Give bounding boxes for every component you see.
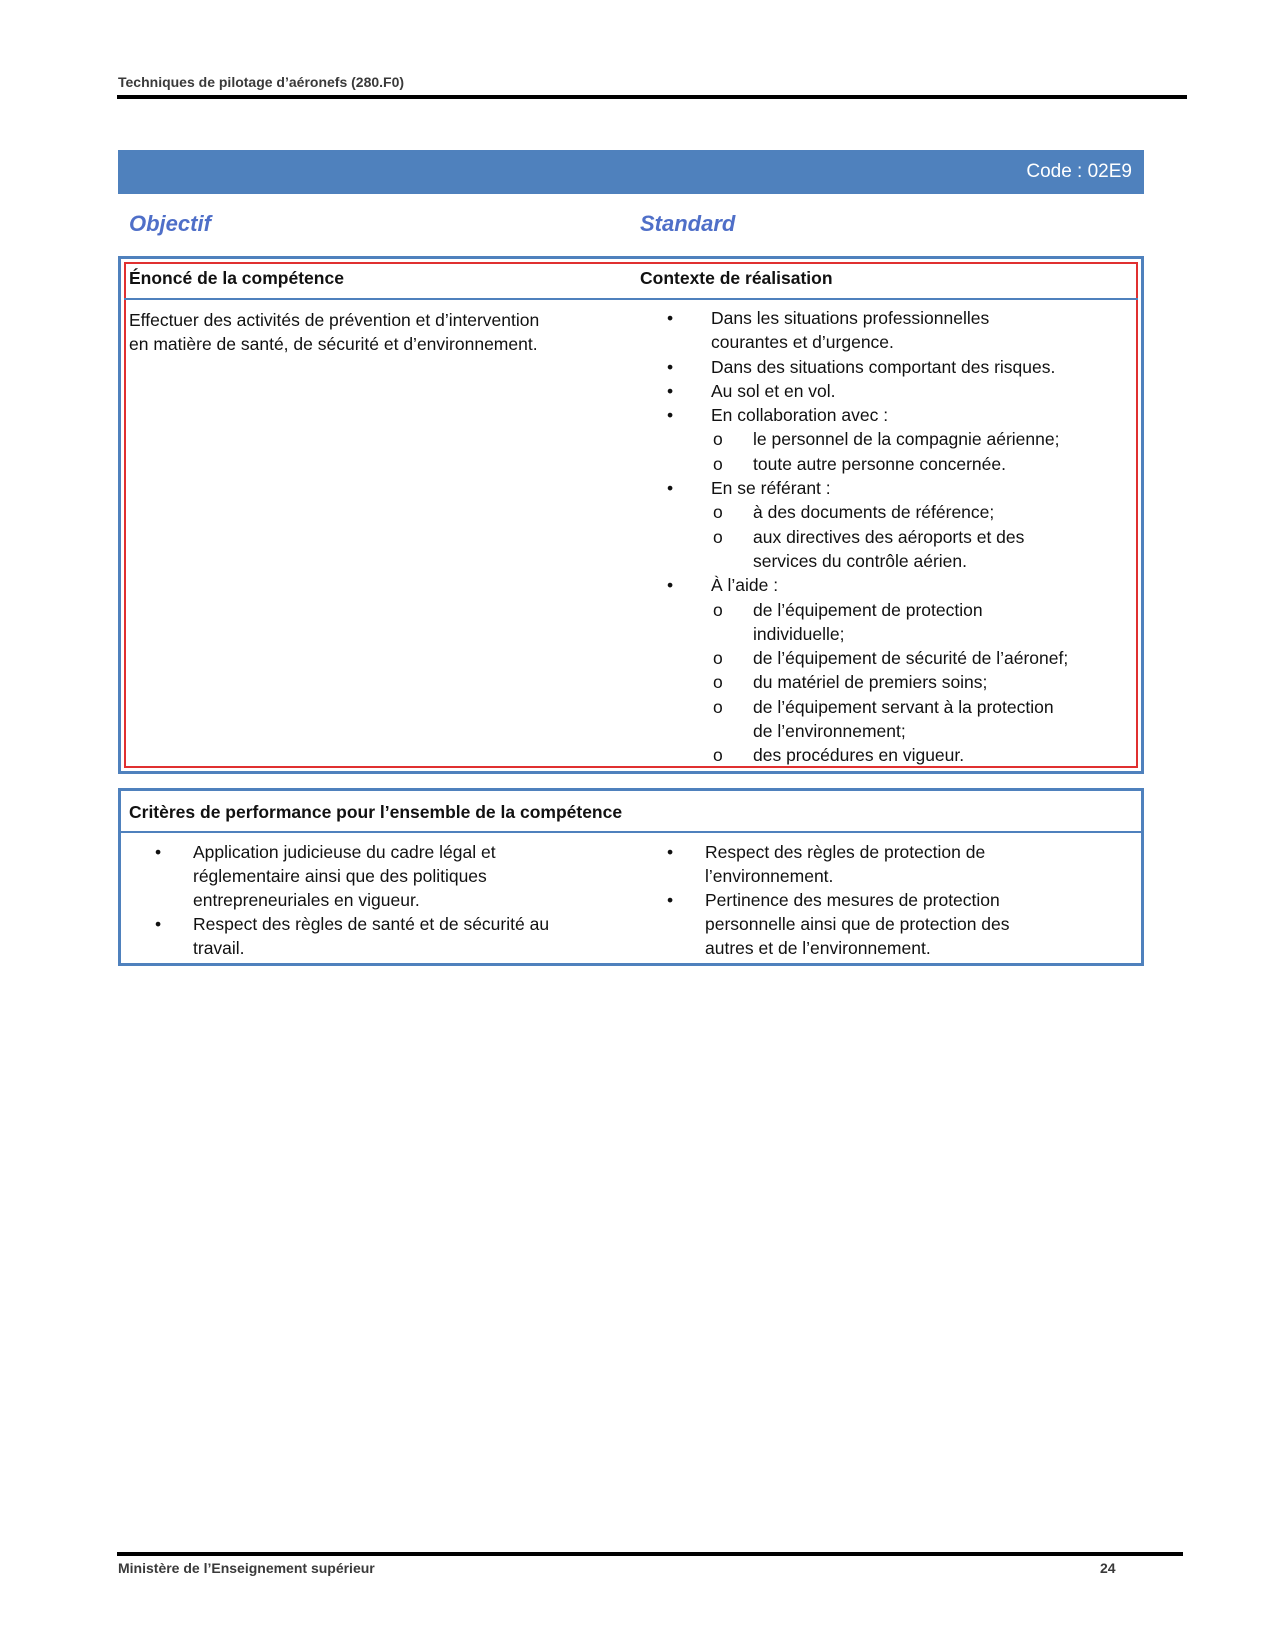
contexte-item [663,355,1138,379]
sub-bullet-icon: o [713,526,723,547]
enonce-heading: Énoncé de la compétence [129,268,344,288]
contexte-subitem [663,743,1138,767]
contexte-subitem [663,452,1138,476]
footer-rule [117,1552,1183,1556]
contexte-subitem-line: de l’équipement de protection [753,599,983,620]
critere-line: Pertinence des mesures de protection [705,890,1000,910]
criteres-list-right [663,840,1138,960]
bullet-icon: • [155,914,162,934]
sub-bullet-icon: o [713,648,723,669]
critere-line: travail. [193,938,245,958]
code-bar [118,150,1144,194]
contexte-subitem-line: services du contrôle aérien. [753,550,967,571]
document-header-title: Techniques de pilotage d’aéronefs (280.F0) [118,74,405,90]
contexte-heading: Contexte de réalisation [640,268,833,288]
contexte-subitem [663,598,1138,647]
critere-item [663,888,1138,960]
critere-item [151,840,631,912]
objectif-label: Objectif [129,211,211,236]
critere-line: Respect des règles de santé et de sécurité au [193,914,550,934]
sub-bullet-icon: o [713,672,723,693]
bullet-icon: • [667,405,674,426]
critere-line: réglementaire ainsi que des politiques [193,866,487,886]
critere-line: Respect des règles de protection de [705,842,986,862]
critere-line: entrepreneuriales en vigueur. [193,890,420,910]
contexte-subitem-line: le personnel de la compagnie aérienne; [753,429,1060,450]
contexte-subitem [663,500,1138,524]
bullet-icon: • [667,842,674,862]
bullet-icon: • [155,842,162,862]
critere-line: personnelle ainsi que de protection des [705,914,1010,934]
bullet-icon: • [667,478,674,499]
contexte-subitem-line: de l’équipement de sécurité de l’aéronef; [753,648,1069,669]
contexte-subitem-line: toute autre personne concernée. [753,453,1006,474]
sub-bullet-icon: o [713,745,723,766]
critere-line: autres et de l’environnement. [705,938,931,958]
critere-line: l’environnement. [705,866,834,886]
bullet-icon: • [667,308,674,328]
criteres-list-left [151,840,631,960]
enonce-line: en matière de santé, de sécurité et d’environnement. [129,334,538,354]
contexte-list [663,306,1138,768]
header-rule [117,95,1187,99]
bullet-icon: • [667,356,674,377]
contexte-subitem [663,695,1138,744]
critere-item [151,912,631,960]
contexte-subitem-line: de l’équipement servant à la protection [753,696,1054,717]
contexte-item-line: Au sol et en vol. [711,380,836,401]
enonce-line: Effectuer des activités de prévention et d’intervention [129,310,540,330]
bullet-icon: • [667,380,674,401]
criteres-header-divider [121,831,1141,833]
bullet-icon: • [667,575,674,596]
critere-item [663,840,1138,888]
contexte-subitem [663,525,1138,574]
sub-bullet-icon: o [713,429,723,450]
page-number: 24 [1100,1560,1116,1576]
contexte-item [663,476,1138,500]
contexte-item [663,573,1138,597]
contexte-item [663,306,1138,355]
contexte-subitem-line: aux directives des aéroports et des [753,526,1025,547]
sub-bullet-icon: o [713,453,723,474]
contexte-item-line: En se référant : [711,478,831,499]
competence-header-divider [124,298,1138,300]
sub-bullet-icon: o [713,599,723,620]
contexte-subitem-line: à des documents de référence; [753,502,995,523]
contexte-subitem-line: du matériel de premiers soins; [753,672,988,693]
contexte-subitem [663,646,1138,670]
standard-label: Standard [640,211,736,236]
contexte-subitem [663,427,1138,451]
contexte-item-line: Dans les situations professionnelles [711,308,990,328]
contexte-item [663,403,1138,427]
contexte-item-line: En collaboration avec : [711,405,889,426]
criteres-heading: Critères de performance pour l’ensemble de la compétence [129,802,623,822]
contexte-subitem-line: des procédures en vigueur. [753,745,965,766]
enonce-text [129,308,629,356]
contexte-item [663,379,1138,403]
bullet-icon: • [667,890,674,910]
contexte-item-line: courantes et d’urgence. [711,332,894,353]
contexte-item-line: Dans des situations comportant des risques. [711,356,1056,377]
sub-bullet-icon: o [713,502,723,523]
contexte-subitem-line: de l’environnement; [753,721,906,742]
critere-line: Application judicieuse du cadre légal et [193,842,496,862]
competency-code: Code : 02E9 [1026,161,1132,182]
footer-ministry: Ministère de l’Enseignement supérieur [118,1560,375,1576]
contexte-subitem-line: individuelle; [753,623,845,644]
contexte-item-line: À l’aide : [711,575,779,596]
sub-bullet-icon: o [713,696,723,717]
contexte-subitem [663,670,1138,694]
